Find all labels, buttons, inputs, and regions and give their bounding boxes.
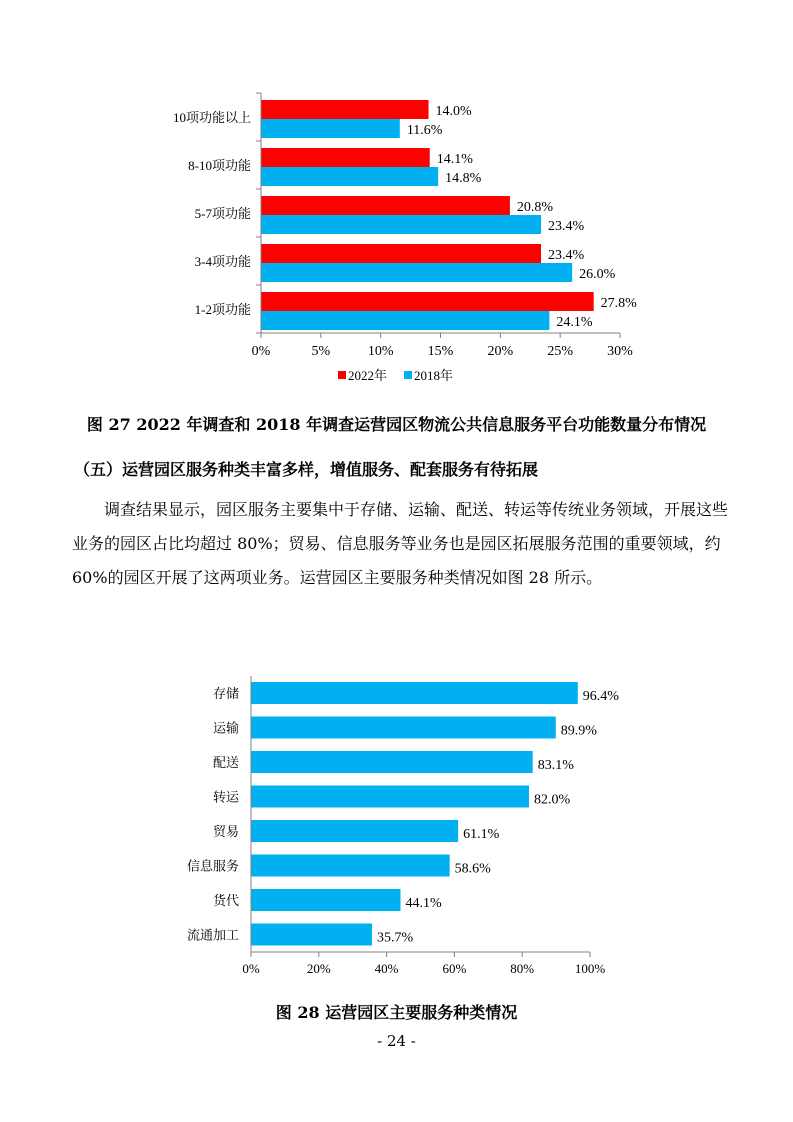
page-number: - 24 - [377, 1032, 416, 1050]
bar-value-label: 14.1% [436, 152, 473, 167]
bar-2018 [261, 263, 572, 282]
x-tick-label: 60% [442, 961, 467, 976]
x-tick-label: 20% [487, 344, 514, 359]
bar-value-label: 11.6% [406, 123, 443, 138]
category-label: 3-4项功能 [194, 254, 251, 269]
x-tick-label: 0% [242, 961, 260, 976]
category-label: 5-7项功能 [194, 206, 251, 221]
bar-2022 [261, 244, 541, 263]
bar [251, 820, 458, 842]
bar-2018 [261, 215, 541, 234]
bar-value-label: 14.8% [445, 171, 482, 186]
bar-value-label: 24.1% [556, 315, 593, 330]
bar-value-label: 26.0% [579, 267, 616, 282]
bar-value-label: 82.0% [533, 792, 571, 808]
bar-value-label: 83.1% [537, 758, 574, 773]
bar-2022 [261, 100, 429, 119]
category-label: 存储 [212, 686, 239, 701]
bar-2022 [261, 292, 594, 311]
bar-2022 [261, 196, 510, 215]
x-tick-label: 30% [607, 344, 633, 359]
bar [251, 889, 400, 911]
bar-value-label: 14.0% [435, 104, 472, 119]
category-label: 10项功能以上 [172, 110, 251, 125]
bar [251, 751, 533, 773]
bar-value-label: 27.8% [600, 296, 637, 311]
legend-label: 2018年 [414, 368, 454, 383]
bar-2018 [261, 311, 549, 330]
bar [251, 717, 556, 739]
bar-2022 [261, 148, 430, 167]
bar-value-label: 61.1% [463, 827, 500, 842]
x-tick-label: 0% [251, 344, 271, 359]
category-label: 配送 [212, 755, 239, 770]
x-tick-label: 100% [574, 961, 606, 976]
bar-value-label: 23.4% [548, 248, 585, 263]
category-label: 信息服务 [186, 858, 239, 874]
section-heading: （五）运营园区服务种类丰富多样，增值服务、配套服务有待拓展 [74, 460, 539, 479]
chart-28 [0, 660, 793, 990]
category-label: 贸易 [212, 824, 239, 839]
bar-value-label: 58.6% [454, 861, 491, 877]
figure-28-caption: 图 28 运营园区主要服务种类情况 [275, 1003, 518, 1022]
figure-27-caption: 图 27 2022 年调查和 2018 年调查运营园区物流公共信息服务平台功能数量分布情况 [86, 415, 707, 434]
bar [251, 924, 372, 946]
bar-value-label: 96.4% [582, 689, 619, 704]
category-label: 运输 [212, 720, 239, 736]
bar-value-label: 35.7% [377, 930, 414, 946]
x-tick-label: 40% [374, 961, 399, 976]
x-tick-label: 25% [547, 344, 574, 359]
bar-value-label: 89.9% [560, 723, 597, 739]
bar-value-label: 23.4% [548, 219, 585, 234]
x-tick-label: 20% [306, 961, 331, 976]
legend-swatch [338, 371, 346, 379]
category-label: 8-10项功能 [188, 158, 251, 173]
x-tick-label: 80% [510, 961, 535, 976]
legend-label: 2022年 [348, 368, 388, 383]
paragraph-text: 调查结果显示，园区服务主要集中于存储、运输、配送、转运等传统业务领域，开展这些业务的园区占比均超过 80%；贸易、信息服务等业务也是园区拓展服务范围的重要领域，约 60%的园区开展了这两项业务。运营园区主要服务种类情况如图 28 所示。 [72, 500, 729, 587]
category-label: 1-2项功能 [194, 302, 251, 317]
category-label: 货代 [212, 893, 239, 908]
bar [251, 682, 578, 704]
bar-2018 [261, 119, 400, 138]
bar-2018 [261, 167, 438, 186]
bar [251, 786, 529, 808]
bar [251, 855, 450, 877]
x-tick-label: 5% [311, 344, 331, 359]
legend-swatch [404, 371, 412, 379]
bar-value-label: 20.8% [516, 200, 554, 215]
category-label: 转运 [212, 789, 239, 805]
chart-27 [0, 0, 793, 400]
bar-value-label: 44.1% [405, 896, 442, 911]
x-tick-label: 15% [427, 344, 454, 359]
x-tick-label: 10% [367, 344, 394, 359]
body-paragraph [72, 493, 732, 595]
category-label: 流通加工 [186, 927, 239, 943]
